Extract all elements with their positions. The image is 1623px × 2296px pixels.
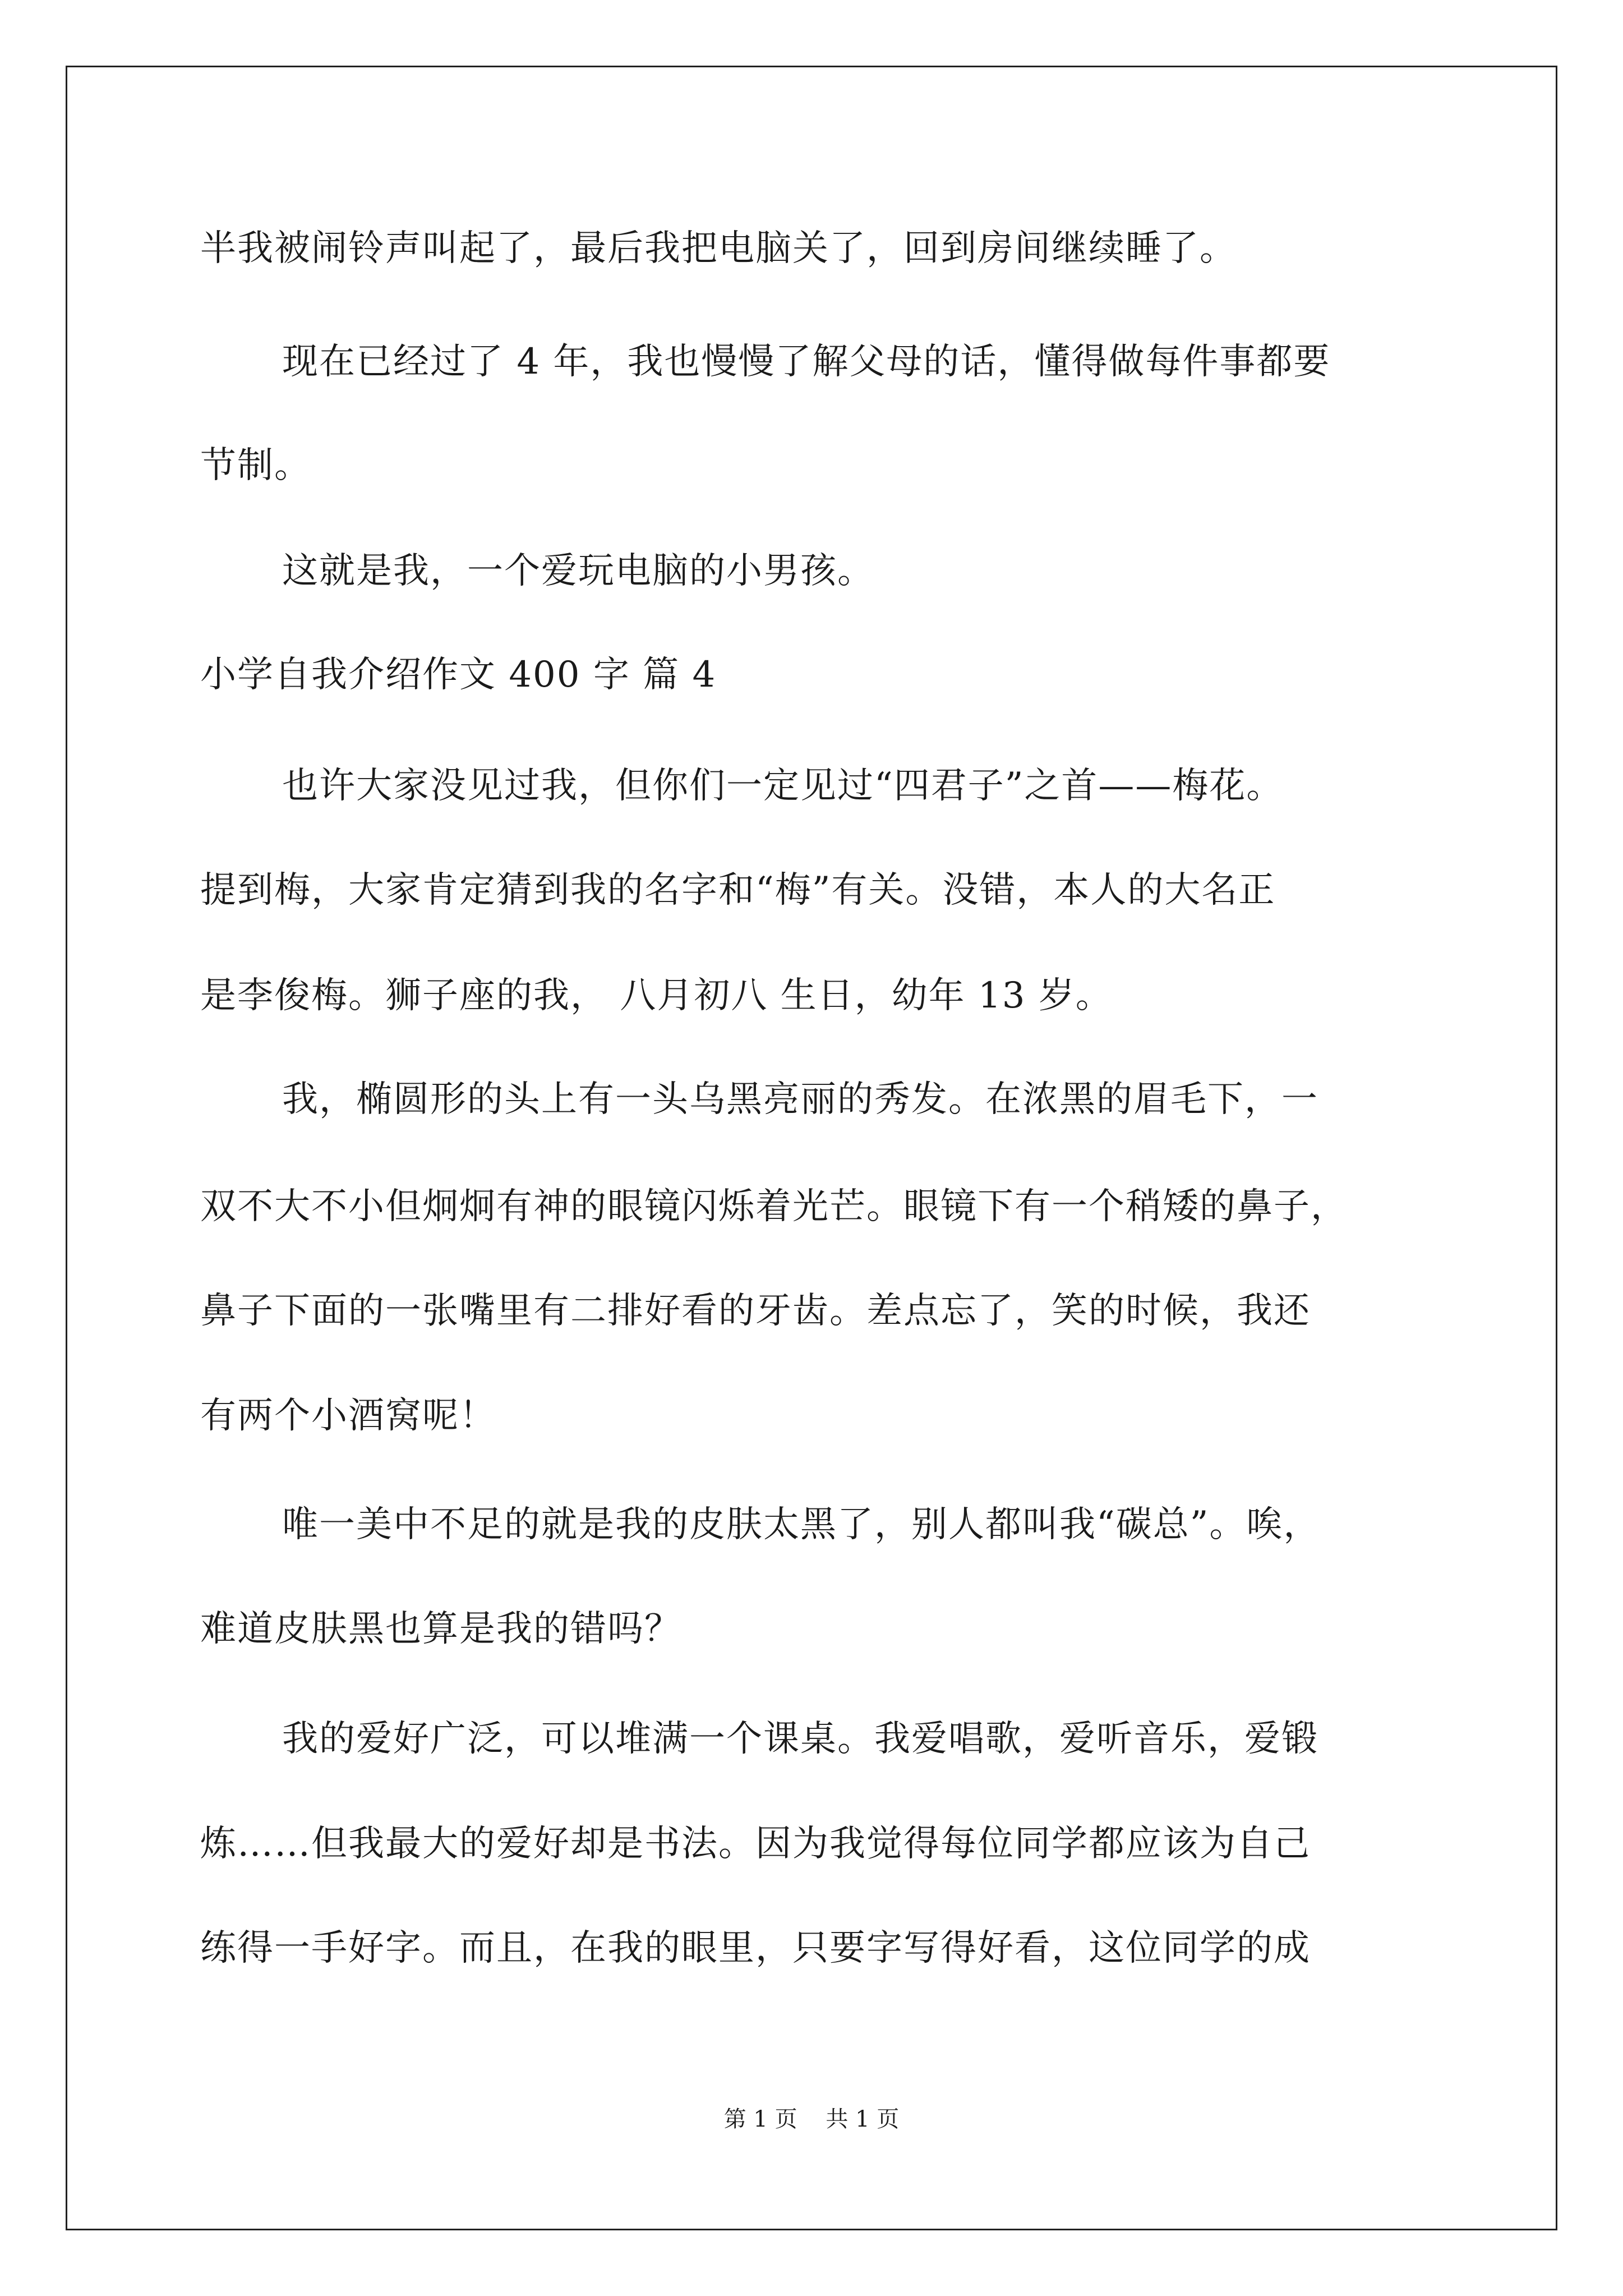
text-line: 现在已经过了 4 年，我也慢慢了解父母的话，懂得做每件事都要 [282,341,1331,383]
text-line: 提到梅，大家肯定猜到我的名字和“梅”有关。没错，本人的大名正 [200,869,1276,911]
text-line: 半我被闹铃声叫起了，最后我把电脑关了，回到房间继续睡了。 [200,228,1237,269]
section-heading: 小学自我介绍作文 400 字 篇 4 [200,654,717,696]
text-line: 这就是我，一个爱玩电脑的小男孩。 [282,550,874,592]
text-line: 炼……但我最大的爱好却是书法。因为我觉得每位同学都应该为自己 [200,1823,1311,1865]
text-line: 练得一手好字。而且，在我的眼里，只要字写得好看，这位同学的成 [200,1927,1311,1969]
text-line: 有两个小酒窝呢！ [200,1395,496,1437]
text-line: 我的爱好广泛，可以堆满一个课桌。我爱唱歌，爱听音乐，爱锻 [282,1718,1318,1760]
text-line: 也许大家没见过我，但你们一定见过“四君子”之首——梅花。 [282,765,1284,807]
text-line: 鼻子下面的一张嘴里有二排好看的牙齿。差点忘了，笑的时候，我还 [200,1290,1311,1332]
text-line: 节制。 [200,445,311,486]
page-border [66,66,1557,2230]
text-line: 我，椭圆形的头上有一头乌黑亮丽的秀发。在浓黑的眉毛下，一 [282,1079,1318,1120]
page-number-footer: 第 1 页 共 1 页 [723,2106,900,2132]
text-line: 双不大不小但炯炯有神的眼镜闪烁着光芒。眼镜下有一个稍矮的鼻子， [200,1186,1348,1227]
text-line: 唯一美中不足的就是我的皮肤太黑了，别人都叫我“碳总”。唉， [282,1504,1321,1545]
text-line: 难道皮肤黑也算是我的错吗？ [200,1608,681,1650]
text-line: 是李俊梅。狮子座的我， 八月初八 生日，幼年 13 岁。 [200,975,1113,1016]
